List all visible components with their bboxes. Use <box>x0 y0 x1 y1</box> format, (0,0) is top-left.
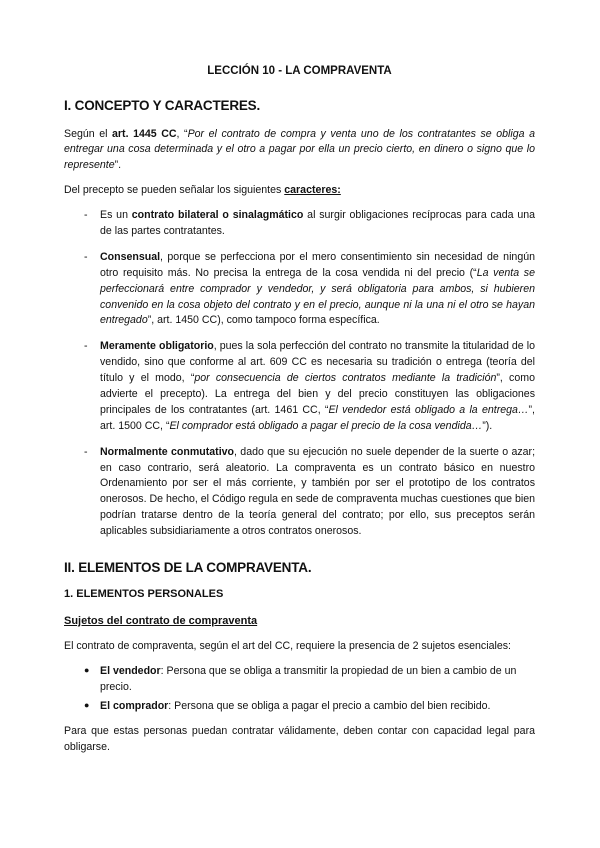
caracteres-list <box>64 208 535 540</box>
list-item: - Consensual, porque se perfecciona por el mero consentimiento sin necesidad de ningún otro requisito más. No precisa la entrega de la cosa vendida ni del precio (“La venta se perfeccionará entre comprador y vendedor, y será obligatoria para ambos, si hubieren convenido en la cosa objeto del contrato y en el precio, aunque ni la una ni el otro se hayan entregado”, art. 1450 CC), como tampoco forma específica. <box>100 250 535 329</box>
caracteres-label: caracteres: <box>284 184 341 197</box>
subsection-title: Sujetos del contrato de compraventa <box>64 614 258 627</box>
document-title: LECCIÓN 10 - LA COMPRAVENTA <box>207 65 392 77</box>
sujetos-list <box>64 664 535 715</box>
article-quote: Por el contrato de compra y venta uno de los contratantes se obliga a entregar una cosa determinada y el otro a pagar por ella un precio cierto, en dinero o signo que lo represente <box>64 127 535 172</box>
list-item: - Meramente obligatorio, pues la sola perfección del contrato no transmite la titularidad de lo vendido, sino que conforme al art. 609 CC es necesaria su tradición o entrega (teoría del título y el modo, “por consecuencia de ciertos contratos mediante la tradición”, como advierte el precepto). La entrega del bien y del precio constituyen las obligaciones principales de los contratantes (art. 1461 CC, “El vendedor está obligado a la entrega…”, art. 1500 CC, “El comprador está obligado a pagar el precio de la cosa vendida…”). <box>100 339 535 434</box>
list-item: ● El comprador: Persona que se obliga a pagar el precio a cambio del bien recibido. <box>100 699 535 715</box>
closing-paragraph: Para que estas personas puedan contratar válidamente, deben contar con capacidad legal para obligarse. <box>64 724 535 753</box>
subsection-heading: 1. ELEMENTOS PERSONALES <box>64 588 224 601</box>
list-item: - Normalmente conmutativo, dado que su ejecución no suele depender de la suerte o azar; en caso contrario, será aleatorio. La compraventa es un contrato básico en nuestro Ordenamiento por ser el más corriente, y también por ser el prototipo de los contratos onerosos. De hecho, el Código regula en sede de compraventa muchas cuestiones que bien podrían tratarse dentro de la teoría general del contrato; por ello, sus preceptos serán aplicables subsidiariamente a otros contratos onerosos. <box>100 445 535 540</box>
section-heading-elementos: II. ELEMENTOS DE LA COMPRAVENTA. <box>64 559 312 575</box>
sujetos-intro: El contrato de compraventa, según el art del CC, requiere la presencia de 2 sujetos esenciales: <box>64 640 511 653</box>
section-heading-concepto: I. CONCEPTO Y CARACTERES. <box>64 98 261 114</box>
list-item: ● El vendedor: Persona que se obliga a transmitir la propiedad de un bien a cambio de un precio. <box>100 664 535 696</box>
intro-paragraph: Según el art. 1445 CC, “Por el contrato de compra y venta uno de los contratantes se obliga a entregar una cosa determinada y el otro a pagar por ella un precio cierto, en dinero o signo que lo represente”. <box>64 127 535 172</box>
article-reference: art. 1445 CC <box>112 127 177 140</box>
list-item: - Es un contrato bilateral o sinalagmático al surgir obligaciones recíprocas para cada una de las partes contratantes. <box>100 208 535 240</box>
caracteres-intro: Del precepto se pueden señalar los siguientes caracteres: <box>64 184 341 197</box>
